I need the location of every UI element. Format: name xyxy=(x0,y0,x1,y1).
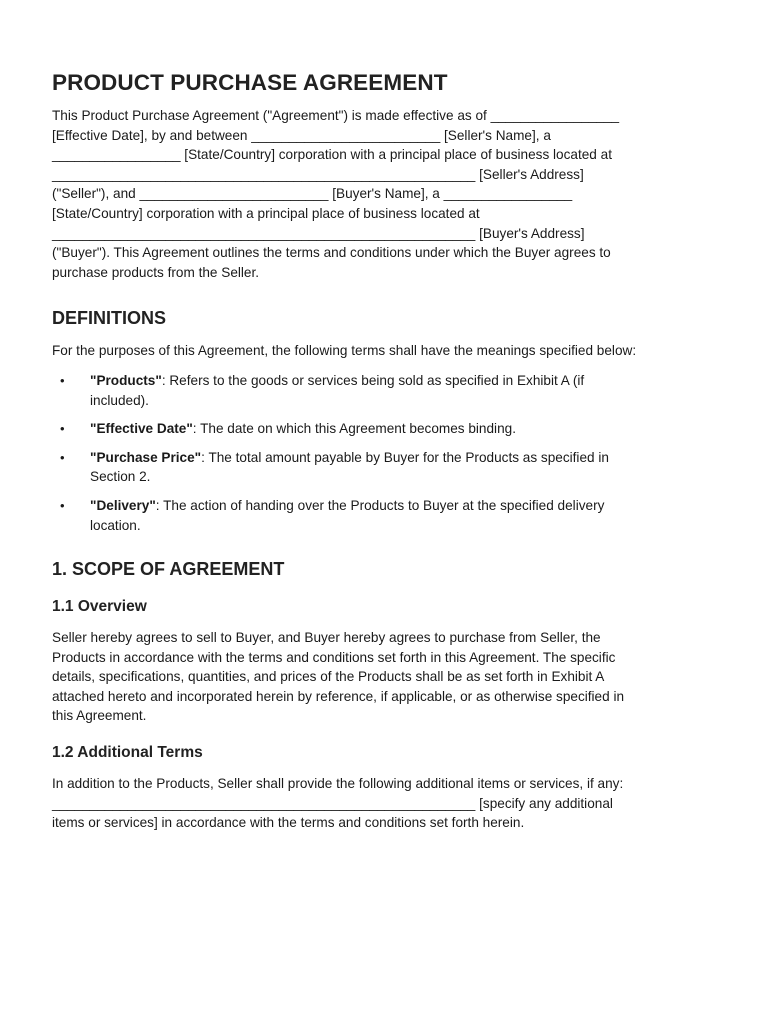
page-title: PRODUCT PURCHASE AGREEMENT xyxy=(52,70,448,95)
bullet-icon: • xyxy=(60,372,65,388)
additional-terms-heading: 1.2 Additional Terms xyxy=(52,744,203,762)
intro-line: ________________________________________________________ [Seller's Address] xyxy=(52,166,584,182)
definition-text-cont: included). xyxy=(90,392,149,408)
intro-line: This Product Purchase Agreement ("Agreement") is made effective as of _________________ xyxy=(52,108,620,123)
bullet-icon: • xyxy=(60,449,65,465)
bullet-icon: • xyxy=(60,497,65,513)
definitions-lead: For the purposes of this Agreement, the following terms shall have the meanings specified below: xyxy=(52,343,637,359)
intro-line: ("Buyer"). This Agreement outlines the terms and conditions under which the Buyer agrees to xyxy=(52,245,611,261)
definition-text: : Refers to the goods or services being sold as specified in Exhibit A (if xyxy=(161,372,585,388)
overview-paragraph xyxy=(52,628,710,726)
overview-line: attached hereto and incorporated herein by reference, if applicable, or as otherwise specified in xyxy=(52,688,625,704)
overview-line: this Agreement. xyxy=(52,708,147,724)
definition-term: "Products" xyxy=(90,372,162,388)
additional-line: items or services] in accordance with the terms and conditions set forth herein. xyxy=(52,815,525,831)
intro-line: ("Seller"), and _________________________ [Buyer's Name], a _________________ xyxy=(52,186,573,202)
intro-line: purchase products from the Seller. xyxy=(52,264,260,280)
bullet-icon: • xyxy=(60,421,65,437)
overview-heading: 1.1 Overview xyxy=(52,598,147,616)
overview-line: Products in accordance with the terms and conditions set forth in this Agreement. The specific xyxy=(52,649,616,665)
definition-item xyxy=(52,448,710,487)
definition-term: "Effective Date" xyxy=(90,421,193,437)
definition-item xyxy=(52,496,710,535)
definition-term: "Purchase Price" xyxy=(90,449,202,465)
definition-text: : The total amount payable by Buyer for the Products as specified in xyxy=(201,449,609,465)
definition-text-cont: Section 2. xyxy=(90,469,151,485)
additional-terms-paragraph xyxy=(52,774,710,833)
overview-line: Seller hereby agrees to sell to Buyer, and Buyer hereby agrees to purchase from Seller, the xyxy=(52,630,601,646)
intro-line: [State/Country] corporation with a principal place of business located at xyxy=(52,205,480,221)
overview-line: details, specifications, quantities, and prices of the Products shall be as set forth in Exhibit A xyxy=(52,669,605,685)
definition-term: "Delivery" xyxy=(90,497,156,513)
intro-line: _________________ [State/Country] corporation with a principal place of business located at xyxy=(52,147,612,163)
scope-heading: 1. SCOPE OF AGREEMENT xyxy=(52,559,285,580)
additional-line: ________________________________________________________ [specify any additional xyxy=(52,795,613,811)
definition-text-cont: location. xyxy=(90,517,141,533)
additional-line: In addition to the Products, Seller shall provide the following additional items or services, if any: xyxy=(52,776,624,792)
definition-item xyxy=(52,419,710,439)
intro-line: ________________________________________________________ [Buyer's Address] xyxy=(52,225,585,241)
definitions-heading: DEFINITIONS xyxy=(52,308,167,329)
definitions-list xyxy=(52,371,710,535)
definition-text: : The date on which this Agreement becomes binding. xyxy=(192,421,516,437)
intro-line: [Effective Date], by and between _________________________ [Seller's Name], a xyxy=(52,127,551,143)
definition-text: : The action of handing over the Products to Buyer at the specified delivery xyxy=(155,497,605,513)
intro-paragraph xyxy=(52,106,710,282)
definition-item xyxy=(52,371,710,410)
